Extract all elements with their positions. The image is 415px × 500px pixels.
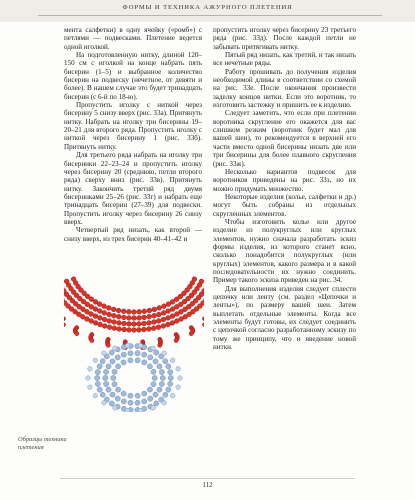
blue-bead — [147, 387, 152, 392]
red-bead — [162, 304, 167, 309]
red-bead — [147, 321, 152, 326]
blue-bead — [142, 352, 147, 357]
blue-bead — [109, 350, 114, 355]
red-bead — [126, 309, 131, 314]
blue-bead — [104, 381, 109, 386]
blue-bead — [121, 399, 126, 404]
red-bead — [189, 332, 193, 336]
paragraph-r8: Для выполнения изделия следует сплести цепочку или ленту (см. раздел «Цепочки и ленты»), по размеру вашей шеи. Затем выплетать отдельные элементы. Когда все элементы будут готовы, их следует соединить с цепочкой согласно разработанному эскизу по тому же принципу, что и введение новой нитки. — [213, 284, 356, 352]
paragraph-r3: Работу прошивать до получения изделия необходимой длины в соответствии со схемой на рис. 33е. После окончания произвести заделку концов нитки. Если это воротник, то изготовить застежку и пришить ее к изделию. — [213, 67, 356, 110]
blue-bead — [110, 359, 115, 364]
red-bead — [112, 320, 117, 325]
red-bead — [174, 319, 179, 324]
blue-bead — [148, 396, 153, 401]
red-bead — [127, 316, 132, 321]
red-bead — [147, 327, 152, 332]
blue-bead — [147, 364, 152, 369]
right-text-column — [213, 26, 356, 351]
blue-bead — [112, 382, 117, 387]
blue-bead — [154, 401, 159, 406]
red-bead — [158, 343, 162, 347]
blue-bead — [151, 382, 156, 387]
red-bead — [102, 304, 107, 309]
blue-bead — [106, 364, 111, 369]
red-bead — [106, 343, 110, 347]
red-bead — [152, 313, 157, 318]
red-bead — [132, 322, 137, 327]
header-rule — [38, 15, 382, 16]
beadwork-photo — [64, 270, 204, 412]
red-bead — [137, 316, 142, 321]
red-bead — [71, 277, 76, 282]
red-bead — [64, 279, 69, 284]
red-bead — [161, 317, 166, 322]
blue-bead — [168, 381, 173, 386]
blue-bead — [151, 369, 156, 374]
red-bead — [157, 306, 162, 311]
red-bead — [170, 321, 175, 326]
blue-bead — [86, 376, 91, 381]
red-bead — [156, 319, 161, 324]
red-bead — [116, 308, 121, 313]
red-bead — [142, 309, 147, 314]
red-bead — [112, 313, 117, 318]
blue-bead — [103, 375, 108, 380]
red-bead — [142, 327, 147, 332]
red-bead — [147, 308, 152, 313]
blue-bead — [168, 370, 173, 375]
red-bead — [137, 322, 142, 327]
blue-bead — [125, 408, 130, 412]
page-number: 112 — [202, 481, 213, 489]
red-bead — [174, 338, 178, 342]
blue-bead — [160, 375, 165, 380]
red-bead — [152, 307, 157, 312]
red-bead — [107, 319, 112, 324]
blue-bead — [93, 358, 98, 363]
left-text-column — [64, 26, 202, 243]
blue-bead — [163, 392, 168, 397]
blue-bead — [88, 385, 93, 390]
red-bead — [166, 302, 171, 307]
blue-bead — [166, 387, 171, 392]
red-bead — [151, 326, 156, 331]
red-bead — [170, 307, 175, 312]
red-bead — [64, 301, 67, 306]
blue-bead — [153, 359, 158, 364]
blue-bead — [97, 387, 102, 392]
blue-bead — [128, 400, 133, 405]
blue-bead — [113, 406, 118, 411]
blue-bead — [95, 381, 100, 386]
red-bead — [93, 314, 98, 319]
blue-bead — [166, 364, 171, 369]
red-bead — [137, 309, 142, 314]
running-header-title: ФОРМЫ И ТЕХНИКА АЖУРНОГО ПЛЕТЕНИЯ — [122, 4, 293, 11]
red-bead — [147, 314, 152, 319]
blue-bead — [113, 346, 118, 351]
blue-bead — [121, 360, 126, 365]
blue-bead — [178, 376, 183, 381]
red-bead — [121, 309, 126, 314]
blue-bead — [142, 391, 147, 396]
paragraph-p3: Пропустить иголку с ниткой через бисерину 5 снизу вверх (рис. 33а). Притянуть нитку. Набрать на иголку три бисерины 19–20–21 для второго ряда. Пропустить иголку с ниткой через бисерину 1 (рис. 33б). Притянуть нитку. — [64, 101, 202, 151]
paragraph-r6: Некоторые изделия (колье, салфетки и др.) могут быть собраны из отдельных скругленных элементов. — [213, 192, 356, 218]
beadwork-photo-svg — [64, 270, 204, 412]
blue-bead — [151, 406, 156, 411]
paragraph-p4: Для третьего ряда набрать на иголку три бисеринки 22–23–24 и пропустить иголку через бисерину 20 (среднюю, петли второго ряда) сверху вниз (рис. 33в). Притянуть нитку. Закончить третий ряд двумя бисеринками 25–26 (рис. 33г) и набрать еще тринадцать бисерин (27–39) для подвески. Пропустить иголку через бисерину 26 снизу вверх. — [64, 151, 202, 226]
red-bead — [106, 306, 111, 311]
red-bead — [122, 315, 127, 320]
paragraph-r2: Пятый ряд низать, как третий, и так низать все нечетные ряды. — [213, 51, 356, 68]
blue-bead — [138, 408, 143, 412]
blue-bead — [142, 399, 147, 404]
blue-bead — [135, 393, 140, 398]
blue-bead — [121, 391, 126, 396]
red-bead — [127, 322, 132, 327]
blue-bead — [116, 387, 121, 392]
blue-bead — [152, 375, 157, 380]
blue-bead — [148, 355, 153, 360]
blue-bead — [95, 370, 100, 375]
red-bead — [161, 324, 166, 329]
blue-bead — [106, 387, 111, 392]
red-bead — [97, 309, 102, 314]
red-bead — [64, 323, 66, 327]
red-bead — [175, 312, 180, 317]
blue-bead — [115, 355, 120, 360]
red-bead — [166, 322, 171, 327]
red-bead — [170, 314, 175, 319]
paragraph-r7: Чтобы изготовить колье или другое изделие из полукруглых или круглых элементов, нужно сначала разработать эскиз формы изделия, из которого станет ясно, сколько понадобится полукруглых (или круглых) элементов, какого размера и в какой последовательности их нужно соединить. Пример такого эскиза приведен на рис. 34. — [213, 217, 356, 285]
blue-bead — [121, 352, 126, 357]
blue-bead — [112, 369, 117, 374]
blue-bead — [116, 364, 121, 369]
red-bead — [93, 321, 98, 326]
red-bead — [90, 338, 94, 342]
blue-bead — [100, 359, 105, 364]
red-bead — [132, 316, 137, 321]
figure-caption: Образцы техники плетения — [18, 436, 67, 451]
paragraph-r4: Следует заметить, что если при плетении воротника скругление его окажется для вас слишком резким (воротник будет мал для вашей шеи), то рекомендуется в верхней его части вместо одной бисерины низать две или три бисерины для более плавного скругления (рис. 33ж). — [213, 109, 356, 168]
blue-bead — [151, 346, 156, 351]
blue-bead — [163, 359, 168, 364]
blue-bead — [176, 385, 181, 390]
blue-bead — [104, 369, 109, 374]
red-bead — [157, 312, 162, 317]
blue-bead — [157, 364, 162, 369]
red-bead — [98, 316, 103, 321]
red-bead — [122, 321, 127, 326]
blue-bead — [135, 351, 140, 356]
blue-bead — [100, 392, 105, 397]
paragraph-p2: На подготовленную нитку, длиной 120–150 см с иголкой на конце набрать пять бисерин (1–5) и выбранное количество бисерин на подвеску (нечетное, от девяти и более). В нашем случае это будет тринадцать бисерин (с 6-й по 18-ю). — [64, 51, 202, 101]
red-bead — [156, 325, 161, 330]
blue-bead — [159, 369, 164, 374]
blue-bead — [176, 367, 181, 372]
red-bead — [137, 328, 142, 333]
red-bead — [107, 312, 112, 317]
red-bead — [116, 314, 121, 319]
blue-bead — [128, 351, 133, 356]
red-bead — [75, 332, 79, 336]
red-bead — [117, 327, 122, 332]
blue-bead — [115, 396, 120, 401]
blue-bead — [102, 401, 107, 406]
blue-bead — [88, 367, 93, 372]
red-bead — [166, 309, 171, 314]
red-bead — [132, 310, 137, 315]
blue-bead — [142, 360, 147, 365]
blue-bead — [97, 364, 102, 369]
blue-bead — [125, 343, 130, 348]
blue-bead — [111, 375, 116, 380]
paragraph-r1: пропустить иголку через бисерину 23 третьего ряда (рис. 33д). После каждой петли не забывать притягивать нитку. — [213, 26, 356, 51]
blue-bead — [162, 401, 167, 406]
red-bead — [122, 327, 127, 332]
red-bead — [102, 324, 107, 329]
red-bead — [152, 320, 157, 325]
blue-bead — [170, 393, 175, 398]
bottom-rule — [60, 478, 355, 479]
red-bead — [98, 322, 103, 327]
paragraph-r5: Несколько вариантов подвесок для воротников приведены на рис. 33з, но их можно придумать множество. — [213, 167, 356, 193]
red-bead — [111, 307, 116, 312]
red-bead — [112, 326, 117, 331]
blue-bead — [95, 375, 100, 380]
blue-bead — [162, 351, 167, 356]
red-bead — [161, 311, 166, 316]
blue-bead — [102, 351, 107, 356]
paragraph-p1: мента салфетки) в одну ячейку («ромб») с петлями — подвесками. Плетение ведется одной иголкой. — [64, 26, 202, 51]
red-bead — [117, 321, 122, 326]
red-bead — [166, 316, 171, 321]
red-bead — [102, 311, 107, 316]
blue-bead — [168, 375, 173, 380]
blue-bead — [138, 343, 143, 348]
red-bead — [107, 325, 112, 330]
blue-bead — [110, 392, 115, 397]
paragraph-p5: Четвертый ряд низать, как второй — снизу вверх, из трех бисерин 40–41–42 и — [64, 226, 202, 243]
blue-bead — [128, 358, 133, 363]
blue-bead — [154, 350, 159, 355]
blue-bead — [135, 358, 140, 363]
red-bead — [142, 315, 147, 320]
blue-bead — [93, 393, 98, 398]
blue-bead — [128, 393, 133, 398]
blue-bead — [153, 392, 158, 397]
blue-bead — [159, 381, 164, 386]
red-bead — [102, 317, 107, 322]
blue-bead — [170, 358, 175, 363]
blue-bead — [109, 401, 114, 406]
red-bead — [132, 328, 137, 333]
blue-bead — [135, 400, 140, 405]
blue-bead — [157, 387, 162, 392]
red-bead — [202, 323, 204, 327]
red-bead — [127, 328, 132, 333]
red-bead — [142, 321, 147, 326]
